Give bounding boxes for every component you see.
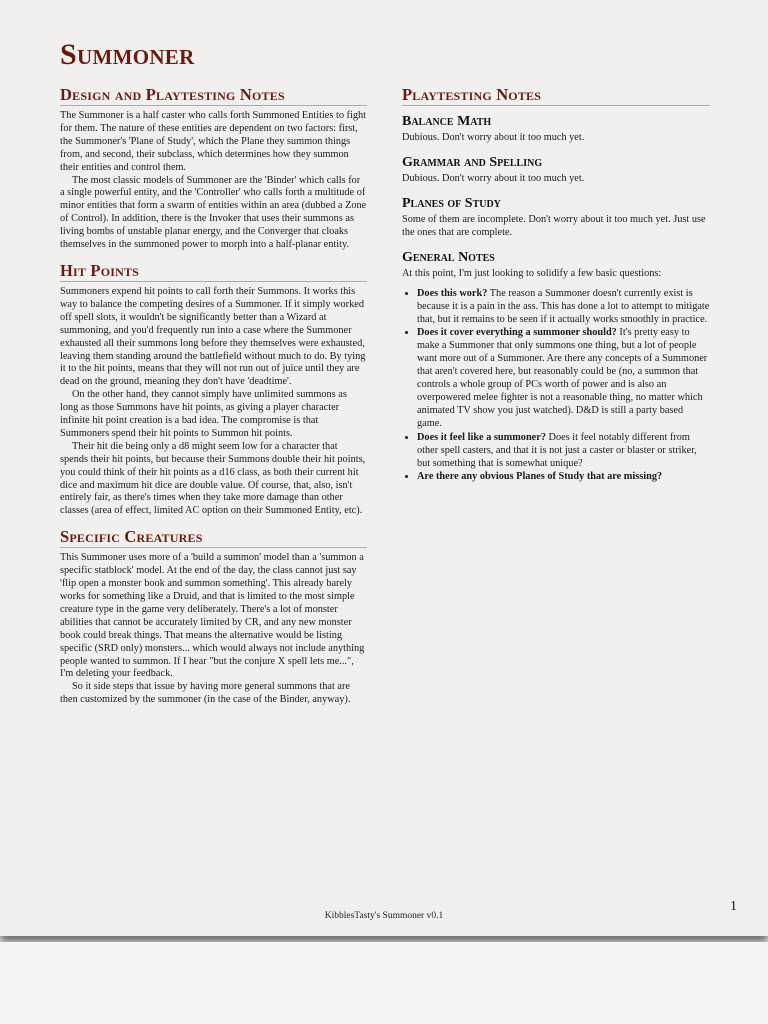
planes-heading: Planes of Study: [402, 195, 501, 211]
list-item: [417, 326, 710, 431]
design-heading: Design and Playtesting Notes: [60, 86, 367, 106]
list-item: [417, 470, 710, 483]
general-heading: General Notes: [402, 249, 495, 265]
design-paragraph: The most classic models of Summoner are the 'Binder' which calls for a single powerful entity, and the 'Controller' who calls forth a multitude of minor entities that form a swarm of entities within an area (dubbed a Zone of Control). In addition, there is the Invoker that uses their summons as living bombs of unstable planar energy, and the Converger that cloaks themselves in the summoned power to morph into a half-planar entity.: [60, 174, 367, 251]
grammar-heading: Grammar and Spelling: [402, 154, 543, 170]
question-text: The reason a Summoner doesn't currently exist is because it is a pain in the ass. This has done a lot to attempt to mitigate that, but it remains to be seen if it actually works smoothly in practice.: [417, 287, 710, 325]
design-paragraph: The Summoner is a half caster who calls forth Summoned Entities to fight for them. The nature of these entities are dependent on two factors: first, the Summoner's 'Plane of Study', which the Plane they summon things from, and second, their subclass, which determines how they summon their entities and control them.: [60, 110, 366, 173]
page-footer: KibblesTasty's Summoner v0.1: [324, 911, 444, 921]
creatures-paragraph: This Summoner uses more of a 'build a summon' model than a 'summon a specific statblock' model. At the end of the day, the class cannot just say 'flip open a monster book and summon something'. This already barely works for something like a Druid, and that is limited to the most simple creature type in the game very deliberately. There's a lot of monster abilities that cannot be accurately limited by CR, and any new monster book could break things. That means the alternative would be listing specific (SRD only) monsters... which would always not include anything people wanted to summon. If I hear "but the conjure X spell lets me...", I'm deleting your feedback.: [60, 552, 365, 680]
question-text: Does it feel notably different from other spell casters, and that it is not just a caster or blaster or striker, but something that is somewhat unique?: [417, 431, 697, 469]
grammar-text: Dubious. Don't worry about it too much yet.: [402, 172, 585, 184]
general-intro: At this point, I'm just looking to solidify a few basic questions:: [402, 267, 662, 279]
left-column: [60, 86, 367, 707]
balance-text: Dubious. Don't worry about it too much yet.: [402, 132, 585, 143]
right-column: [402, 86, 710, 483]
balance-heading: Balance Math: [402, 114, 492, 129]
creatures-heading: Specific Creatures: [60, 528, 367, 548]
hitpoints-paragraph: On the other hand, they cannot simply have unlimited summons as long as those Summons have hit points, as giving a player character infinite hit point creation is a bad idea. The compromise is that Summoners spend their hit points to Summon hit points.: [60, 389, 347, 439]
viewer-background: [0, 942, 768, 1024]
question-label: Does it cover everything a summoner should?: [417, 326, 617, 338]
question-text: It's pretty easy to make a Summoner that only summons one thing, but a lot of people want more out of a Summoner. Are there any concepts of a Summoner that aren't covered here, but reasonably could be (no, a summon that controls a whole group of PCs worth of power and is also an overpowered melee fighter is not a reasonable thing, no matter which animated TV show you just watched). D&D is still a party based game.: [417, 326, 708, 430]
list-item: [417, 431, 710, 470]
hitpoints-heading: Hit Points: [60, 262, 367, 282]
planes-text: Some of them are incomplete. Don't worry about it too much yet. Just use the ones that are complete.: [402, 213, 706, 238]
hitpoints-paragraph: Summoners expend hit points to call forth their Summons. It works this way to balance the competing desires of a Summoner. If it simply worked off spell slots, it wouldn't be significantly better than a Wizard at summoning, and you'd frequently run into a case where the Summoner exhausted all their summons long before they themselves were exhausted, leaving them standing around the battlefield without much to do. By tying it to the hit points, means that they will not run out of juice until they are dead on the ground, meaning they don't have 'deadtime'.: [60, 285, 366, 388]
playtesting-heading: Playtesting Notes: [402, 86, 710, 106]
page-number: 1: [730, 899, 737, 914]
question-label: Are there any obvious Planes of Study that are missing?: [417, 470, 663, 482]
question-label: Does it feel like a summoner?: [417, 431, 546, 443]
question-label: Does this work?: [417, 287, 488, 299]
page-title: Summoner: [60, 38, 195, 71]
list-item: [417, 287, 710, 326]
hitpoints-paragraph: Their hit die being only a d8 might seem low for a character that spends their hit points, but because their Summons double their hit points, you could think of their hit points as a d16 class, as both their current hit dice and maximum hit dice are double value. Of course, that, also, isn't entirely fair, as there's times when they take more damage than other classes (area of effect, limited AC option on their Summoned Entity, etc).: [60, 440, 366, 517]
creatures-paragraph: So it side steps that issue by having more general summons that are then customized by the summoner (in the case of the Binder, anyway).: [60, 681, 351, 706]
questions-list: [402, 287, 710, 483]
